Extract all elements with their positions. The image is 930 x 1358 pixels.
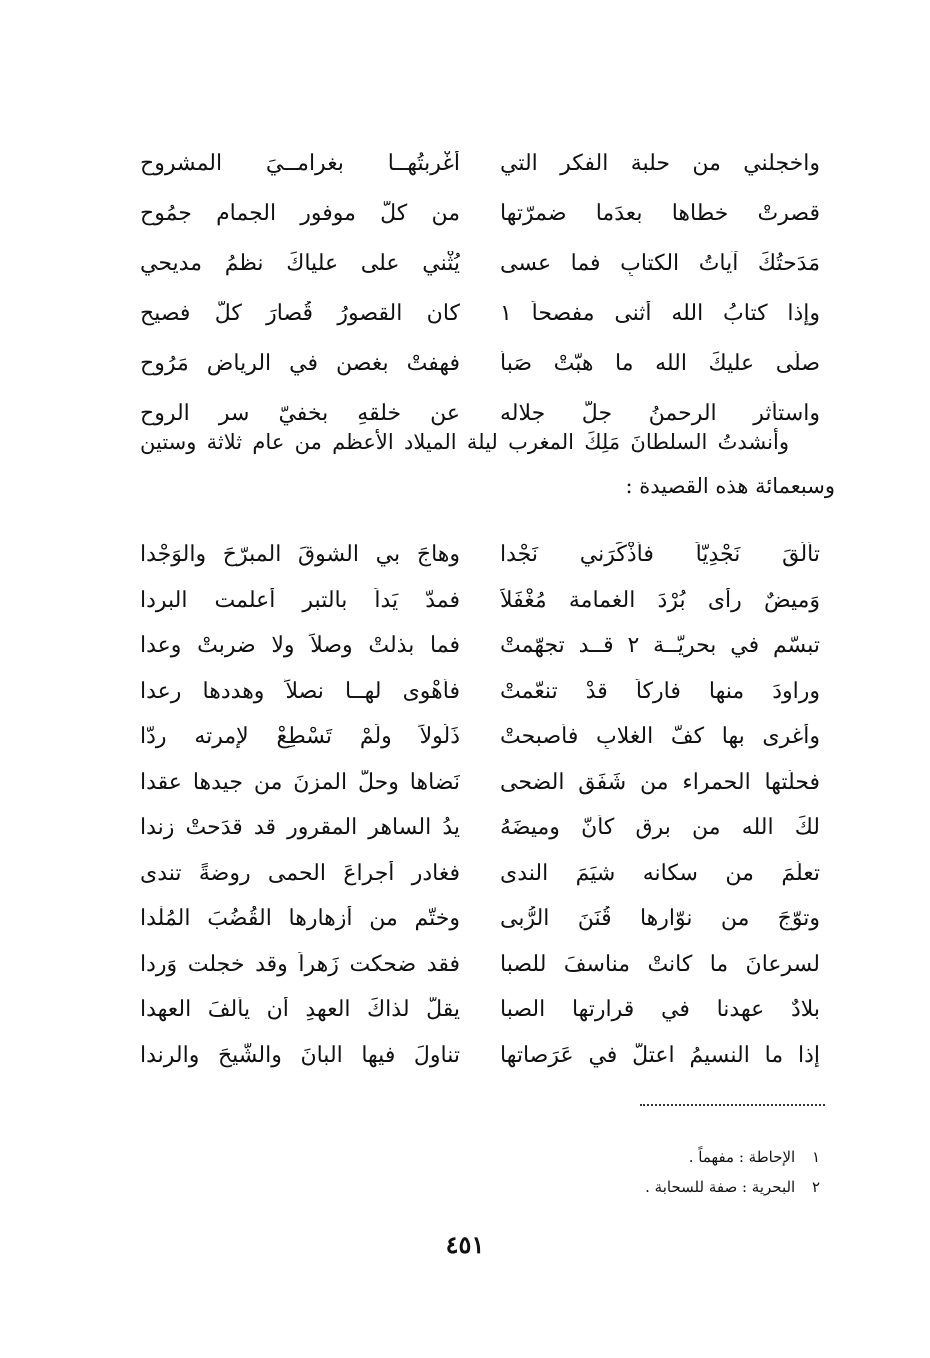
footnote-text: البحرية : صفة للسحابة . xyxy=(645,1178,796,1196)
verse-first-hemistich: تعلّمَ من سكانه شيَمَ الندى xyxy=(500,860,820,886)
verse-second-hemistich: فمدّ يَداً بالتبرِ أعلمت البردا xyxy=(140,587,460,613)
verse-second-hemistich: فما بذلتْ وصلاً ولا ضربتْ وعدا xyxy=(140,633,460,659)
verse-first-hemistich: وَميضٌ رأى بُرْدَ الغمامة مُغْفَلاً xyxy=(500,587,820,613)
verse-second-hemistich: تناولَ فيها البانَ والشّيحَ والرندا xyxy=(140,1042,460,1068)
verse-first-hemistich: تبسّم في بحريّــة ٢ قــد تجهّمتْ xyxy=(500,633,820,659)
verse-second-hemistich: يدُ الساهرِ المقرورِ قد قدَحتْ زندا xyxy=(140,815,460,841)
verse-first-hemistich: إذا ما النسيمُ اعتلّ في عَرَصاتها xyxy=(500,1042,820,1068)
footnote-text: الإحاطة : مفهماً . xyxy=(688,1148,796,1166)
verse-line xyxy=(140,623,820,669)
verse-second-hemistich: فهفتْ بغصنٍ في الرياض مَرُوحِ xyxy=(140,350,460,376)
verse-second-hemistich: فأهْوى لهــا نصلاً وهددها رعدا xyxy=(140,678,460,704)
verse-line xyxy=(140,338,820,388)
verse-first-hemistich: تألّقَ نَجْدِيّاً فأذْكَرَني نَجْدا xyxy=(500,542,820,568)
verse-second-hemistich: ذَلُولاً ولَمْ تَسْطِعْ لإمرته ردّا xyxy=(140,724,460,750)
footnote-number: ٢ xyxy=(811,1178,820,1196)
verse-line xyxy=(140,669,820,715)
verse-second-hemistich: فغادر أجراعَ الحمى روضةً تندى xyxy=(140,860,460,886)
prose-text: وأنشدتُ السلطانَ مَلِكَ المغرب ليلة الميلاد الأعظم من عام ثلاثة وستين وسبعمائة هذه القصيدة : xyxy=(140,430,835,498)
verse-second-hemistich: أغْربتُهــا بغرامــيَ المشروحِ xyxy=(140,150,460,176)
verse-first-hemistich: واخجلني من حلبة الفكرِ التي xyxy=(500,150,820,176)
verse-line xyxy=(140,942,820,988)
verse-first-hemistich: بلادٌ عهدنا في قرارتها الصبا xyxy=(500,997,820,1023)
verse-line xyxy=(140,288,820,338)
verse-first-hemistich: وتوّجَ من نوّارها قُنَنَ الرُّبى xyxy=(500,906,820,932)
verse-second-hemistich: كان القصورُ قُصارَ كلّ فصيحِ xyxy=(140,300,460,326)
verse-second-hemistich: فقد ضحكت زَهراً وقد خجلت وَردا xyxy=(140,951,460,977)
verse-second-hemistich: من كلّ موفورِ الجمام جمُوحِ xyxy=(140,200,460,226)
page-number: ٤٥١ xyxy=(445,1230,485,1259)
verse-second-hemistich: عن خلقهِ بخفيّ سرِ الروحِ xyxy=(140,400,460,426)
verse-first-hemistich: وراودَ منها فاركاً قدْ تنعّمتْ xyxy=(500,678,820,704)
verse-first-hemistich: مَدَحتُكَ آياتُ الكتابِ فما عسى xyxy=(500,250,820,276)
verse-line xyxy=(140,987,820,1033)
footnote-divider xyxy=(640,1104,825,1106)
prose-paragraph xyxy=(140,420,835,508)
verse-line xyxy=(140,896,820,942)
verse-line xyxy=(140,532,820,578)
poem-one xyxy=(140,138,820,438)
verse-line xyxy=(140,851,820,897)
poem-two xyxy=(140,532,820,1078)
verse-line xyxy=(140,238,820,288)
verse-line xyxy=(140,138,820,188)
footnotes xyxy=(420,1142,820,1202)
verse-second-hemistich: وختّم من أزهارها القُضُبَ المُلْدا xyxy=(140,906,460,932)
verse-second-hemistich: يُثْني على علياكَ نظمُ مديحي xyxy=(140,250,460,276)
verse-line xyxy=(140,188,820,238)
verse-first-hemistich: فحلّتها الحمراء من شَفَقِ الضحى xyxy=(500,769,820,795)
footnote-number: ١ xyxy=(811,1148,820,1166)
verse-first-hemistich: لسرعانَ ما كانتْ مناسفَ للصبا xyxy=(500,951,820,977)
verse-second-hemistich: نَضاها وحلّ المزنَ من جيدها عقدا xyxy=(140,769,460,795)
verse-first-hemistich: واستأثر الرحمنُ جلّ جلاله xyxy=(500,400,820,426)
verse-line xyxy=(140,760,820,806)
verse-second-hemistich: وهاجَ بي الشوقَ المبرّحَ والوَجْدا xyxy=(140,542,460,568)
verse-first-hemistich: وإذا كتابُ الله أثنى مفصحاً ١ xyxy=(500,300,820,326)
verse-line xyxy=(140,1033,820,1079)
verse-first-hemistich: وأغرى بها كفّ الغلابِ فأصبحتْ xyxy=(500,724,820,750)
verse-line xyxy=(140,714,820,760)
verse-line xyxy=(140,578,820,624)
verse-first-hemistich: صلّى عليكَ الله ما هبّتْ صَبأ xyxy=(500,350,820,376)
verse-second-hemistich: يقلُّ لذاكَ العهدِ أن يألفَ العهدا xyxy=(140,997,460,1023)
verse-first-hemistich: قصرتْ خطاها بعدَما ضمرّتها xyxy=(500,200,820,226)
footnote xyxy=(420,1172,820,1202)
verse-line xyxy=(140,805,820,851)
footnote xyxy=(420,1142,820,1172)
verse-first-hemistich: لكَ الله من برقٍ كأنّ وميضَهُ xyxy=(500,815,820,841)
